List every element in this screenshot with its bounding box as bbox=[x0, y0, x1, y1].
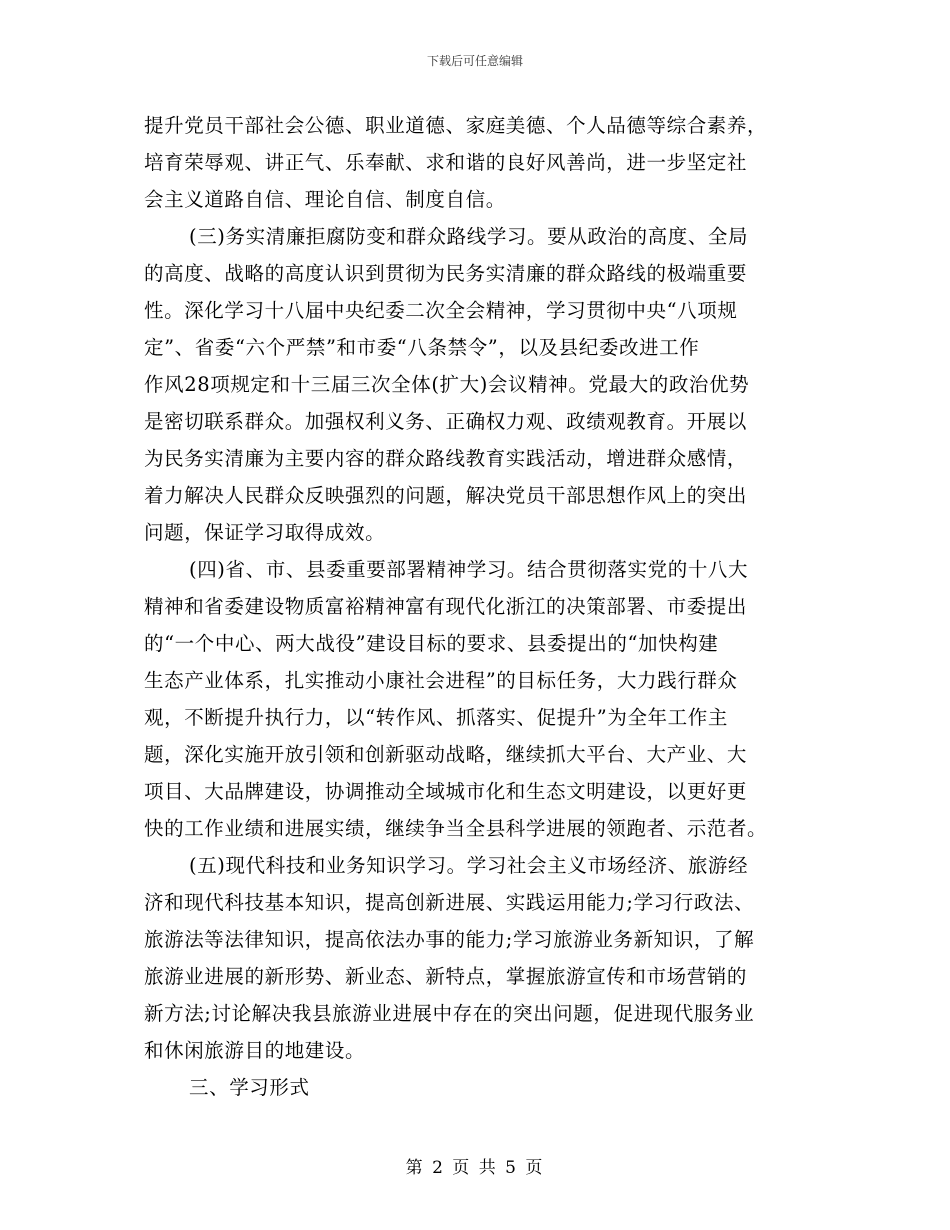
text-line: 作风28项规定和十三届三次全体(扩大)会议精神。党最大的政治优势 bbox=[144, 373, 750, 396]
text-line: 会主义道路自信、理论自信、制度自信。 bbox=[144, 188, 506, 211]
text-line: 项目、大品牌建设，协调推动全域城市化和生态文明建设，以更好更 bbox=[144, 780, 748, 803]
document-body bbox=[144, 107, 809, 1106]
text-line: 培育荣辱观、讲正气、乐奉献、求和谐的良好风善尚，进一步坚定社 bbox=[144, 151, 748, 174]
paragraph-4 bbox=[144, 847, 809, 1069]
text-line: 题，深化实施开放引领和创新驱动战略，继续抓大平台、大产业、大 bbox=[144, 743, 748, 766]
text-line: 旅游法等法律知识，提高依法办事的能力;学习旅游业务新知识，了解 bbox=[144, 928, 755, 951]
text-line: 定”、省委“六个严禁”和市委“八条禁令”，以及县纪委改进工作 bbox=[144, 336, 700, 359]
text-line: 新方法;讨论解决我县旅游业进展中存在的突出问题，促进现代服务业 bbox=[144, 1002, 755, 1025]
text-line: 的高度、战略的高度认识到贯彻为民务实清廉的群众路线的极端重要 bbox=[144, 262, 748, 285]
paragraph-5 bbox=[144, 1069, 809, 1106]
text-line: 为民务实清廉为主要内容的群众路线教育实践活动，增进群众感情， bbox=[144, 447, 748, 470]
text-line: 精神和省委建设物质富裕精神富有现代化浙江的决策部署、市委提出 bbox=[144, 595, 748, 618]
text-line: 旅游业进展的新形势、新业态、新特点，掌握旅游宣传和市场营销的 bbox=[144, 965, 748, 988]
text-line: (四)省、市、县委重要部署精神学习。结合贯彻落实党的十八大 bbox=[189, 558, 749, 581]
text-line: (三)务实清廉拒腐防变和群众路线学习。要从政治的高度、全局 bbox=[189, 225, 749, 248]
text-line: 生态产业体系，扎实推动小康社会进程”的目标任务，大力践行群众 bbox=[144, 669, 738, 692]
section-heading: 三、学习形式 bbox=[189, 1076, 310, 1099]
text-line: 济和现代科技基本知识，提高创新进展、实践运用能力;学习行政法、 bbox=[144, 891, 755, 914]
text-line: 着力解决人民群众反映强烈的问题，解决党员干部思想作风上的突出 bbox=[144, 484, 748, 507]
text-line: 提升党员干部社会公德、职业道德、家庭美德、个人品德等综合素养， bbox=[144, 114, 768, 137]
paragraph-3 bbox=[144, 551, 809, 847]
page-header-note: 下载后可任意编辑 bbox=[426, 54, 523, 68]
text-line: 是密切联系群众。加强权利义务、正确权力观、政绩观教育。开展以 bbox=[144, 410, 748, 433]
text-line: 和休闲旅游目的地建设。 bbox=[144, 1039, 366, 1062]
text-line: (五)现代科技和业务知识学习。学习社会主义市场经济、旅游经 bbox=[189, 854, 749, 877]
text-line: 快的工作业绩和进展实绩，继续争当全县科学进展的领跑者、示范者。 bbox=[144, 817, 768, 840]
text-line: 问题，保证学习取得成效。 bbox=[144, 521, 386, 544]
paragraph-2 bbox=[144, 218, 809, 551]
text-line: 观，不断提升执行力，以“转作风、抓落实、促提升”为全年工作主 bbox=[144, 706, 728, 729]
page-number: 第 2 页 共 5 页 bbox=[405, 1158, 545, 1178]
text-line: 性。深化学习十八届中央纪委二次全会精神，学习贯彻中央“八项规 bbox=[144, 299, 738, 322]
paragraph-1 bbox=[144, 107, 809, 218]
text-line: 的“一个中心、两大战役”建设目标的要求、县委提出的“加快构建 bbox=[144, 632, 719, 655]
